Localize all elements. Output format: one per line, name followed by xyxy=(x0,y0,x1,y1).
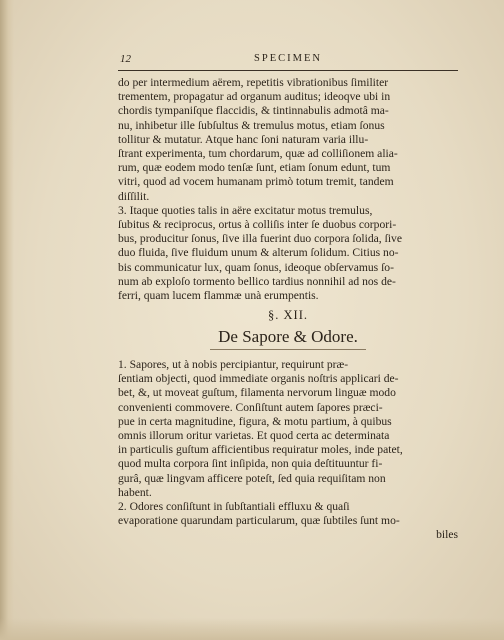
section-number: §. XII. xyxy=(268,308,308,322)
text-line: ferri, quam lucem flammæ unà erumpentis. xyxy=(118,289,319,303)
text-line: ſentiam objecti, quod immediate organis noſtris applicari de- xyxy=(118,372,399,386)
text-line: pue in certa magnitudine, figura, & motu partium, à quibus xyxy=(118,414,392,428)
text-line: duo fluida, ſive fluidum unum & alterum ſolidum. Citius no- xyxy=(118,246,399,260)
text-line: chordis tympaniſque flaccidis, & tintinnabulis admotâ ma- xyxy=(118,104,389,118)
text-line: biles xyxy=(436,528,458,542)
text-line: in particulis guſtum afficientibus requiratur moles, inde patet, xyxy=(118,443,403,457)
section-text xyxy=(118,358,458,543)
page-number: 12 xyxy=(120,53,131,65)
section-rule xyxy=(210,349,366,350)
page-spine-shadow xyxy=(0,0,14,640)
text-line: 2. Odores conſiſtunt in ſubſtantiali effluxu & quaſi xyxy=(118,500,350,514)
text-line: habent. xyxy=(118,485,152,499)
text-line: num ab exploſo tormento bellico tardius nonnihil ad nos de- xyxy=(118,274,396,288)
text-line: bus, producitur ſonus, ſive illa fuerint duo corpora ſolida, ſive xyxy=(118,232,402,246)
text-line: ſtrant experimenta, tum chordarum, quæ ad colliſionem alia- xyxy=(118,147,398,161)
text-line: 1. Sapores, ut à nobis percipiantur, requirunt præ- xyxy=(118,358,349,371)
text-line: nu, inhibetur ille ſubſultus & tremulus motus, etiam ſonus xyxy=(118,118,385,132)
text-line: omnis illorum oritur varietas. Et quod certa ac determinata xyxy=(118,429,390,443)
text-line: bet, &, ut moveat guſtum, filamenta nervorum linguæ modo xyxy=(118,386,396,400)
running-head: SPECIMEN xyxy=(254,53,322,64)
text-line: diſſilit. xyxy=(118,189,150,203)
page-header xyxy=(120,53,456,69)
text-line: do per intermedium aërem, repetitis vibrationibus ſimiliter xyxy=(118,76,389,89)
text-line: tollitur & mutatur. Atque hanc ſoni naturam varia illu- xyxy=(118,132,369,146)
body-text xyxy=(118,76,458,303)
page-bottom-shadow xyxy=(0,618,504,640)
text-line: trementem, propagatur ad organum auditus; ideoqve ubi in xyxy=(118,90,391,104)
text-line: vitri, quod ad vocem humanam primò totum tremit, tandem xyxy=(118,175,394,189)
header-rule xyxy=(118,70,458,71)
text-line: rum, quæ eodem modo tenſæ ſunt, etiam ſonum edunt, tum xyxy=(118,161,391,175)
text-line: convenienti commovere. Conſiſtunt autem ſapores præci- xyxy=(118,400,383,414)
text-line: ſubitus & reciprocus, ortus à colliſis inter ſe duobus corpori- xyxy=(118,218,397,232)
text-line: gurâ, quæ lingvam afficere poteſt, ſed quia requiſitam non xyxy=(118,471,386,485)
text-line: bis communicatur lux, quam ſonus, ideoque obſervamus ſo- xyxy=(118,260,394,274)
text-line: 3. Itaque quoties talis in aëre excitatur motus tremulus, xyxy=(118,203,373,217)
section-title: De Sapore & Odore. xyxy=(218,327,358,346)
text-line: quod multa corpora ſint inſipida, non quia deſtituuntur fi- xyxy=(118,457,383,471)
text-line: evaporatione quarundam particularum, quæ ſubtiles ſunt mo- xyxy=(118,514,400,528)
